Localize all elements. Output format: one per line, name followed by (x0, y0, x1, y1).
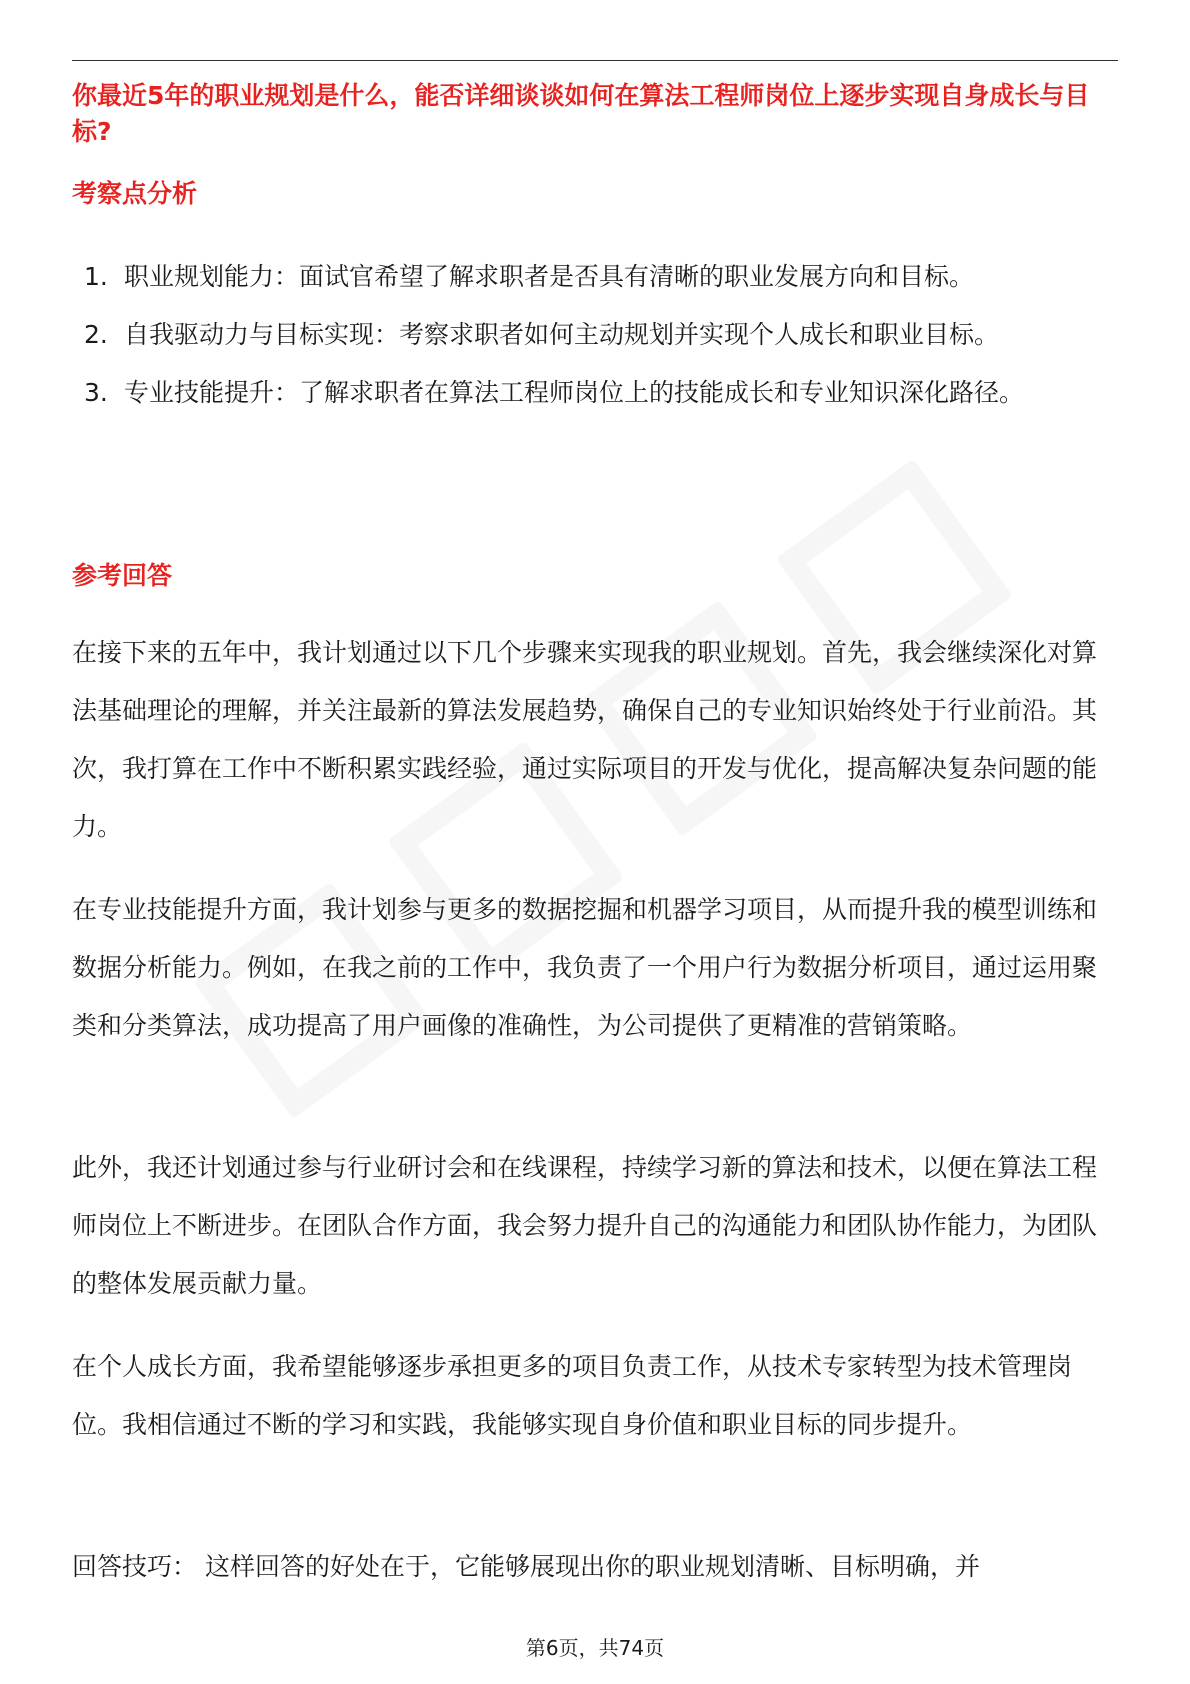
analysis-item (72, 364, 1118, 422)
answer-heading: 参考回答 (72, 561, 173, 590)
document-page (72, 0, 1118, 1684)
analysis-item-text: 专业技能提升：了解求职者在算法工程师岗位上的技能成长和专业知识深化路径。 (124, 378, 1025, 407)
answer-paragraph: 在接下来的五年中，我计划通过以下几个步骤来实现我的职业规划。首先，我会继续深化对算法基础理论的理解，并关注最新的算法发展趋势，确保自己的专业知识始终处于行业前沿。其次，我打算在工作中不断积累实践经验，通过实际项目的开发与优化，提高解决复杂问题的能力。 (72, 638, 1098, 841)
answer-paragraph: 在专业技能提升方面，我计划参与更多的数据挖掘和机器学习项目，从而提升我的模型训练和数据分析能力。例如，在我之前的工作中，我负责了一个用户行为数据分析项目，通过运用聚类和分类算法，成功提高了用户画像的准确性，为公司提供了更精准的营销策略。 (72, 895, 1098, 1040)
answer-paragraph: 在个人成长方面，我希望能够逐步承担更多的项目负责工作，从技术专家转型为技术管理岗位。我相信通过不断的学习和实践，我能够实现自身价值和职业目标的同步提升。 (72, 1352, 1073, 1439)
list-number: 3. (84, 378, 108, 407)
analysis-item-text: 自我驱动力与目标实现：考察求职者如何主动规划并实现个人成长和职业目标。 (124, 320, 1000, 349)
answer-paragraph: 此外，我还计划通过参与行业研讨会和在线课程，持续学习新的算法和技术，以便在算法工程师岗位上不断进步。在团队合作方面，我会努力提升自己的沟通能力和团队协作能力，为团队的整体发展贡献力量。 (72, 1153, 1098, 1298)
list-number: 2. (84, 320, 108, 349)
page-number-footer: 第6页，共74页 (525, 1636, 665, 1660)
analysis-heading: 考察点分析 (72, 179, 198, 208)
analysis-item-text: 职业规划能力：面试官希望了解求职者是否具有清晰的职业发展方向和目标。 (124, 262, 975, 291)
header-rule (72, 60, 1118, 61)
analysis-list (72, 248, 1118, 422)
analysis-item (72, 248, 1118, 306)
analysis-item (72, 306, 1118, 364)
question-title: 你最近5年的职业规划是什么，能否详细谈谈如何在算法工程师岗位上逐步实现自身成长与目标? (72, 81, 1090, 146)
answer-tips-paragraph: 回答技巧： 这样回答的好处在于，它能够展现出你的职业规划清晰、目标明确，并 (72, 1552, 980, 1581)
list-number: 1. (84, 262, 108, 291)
